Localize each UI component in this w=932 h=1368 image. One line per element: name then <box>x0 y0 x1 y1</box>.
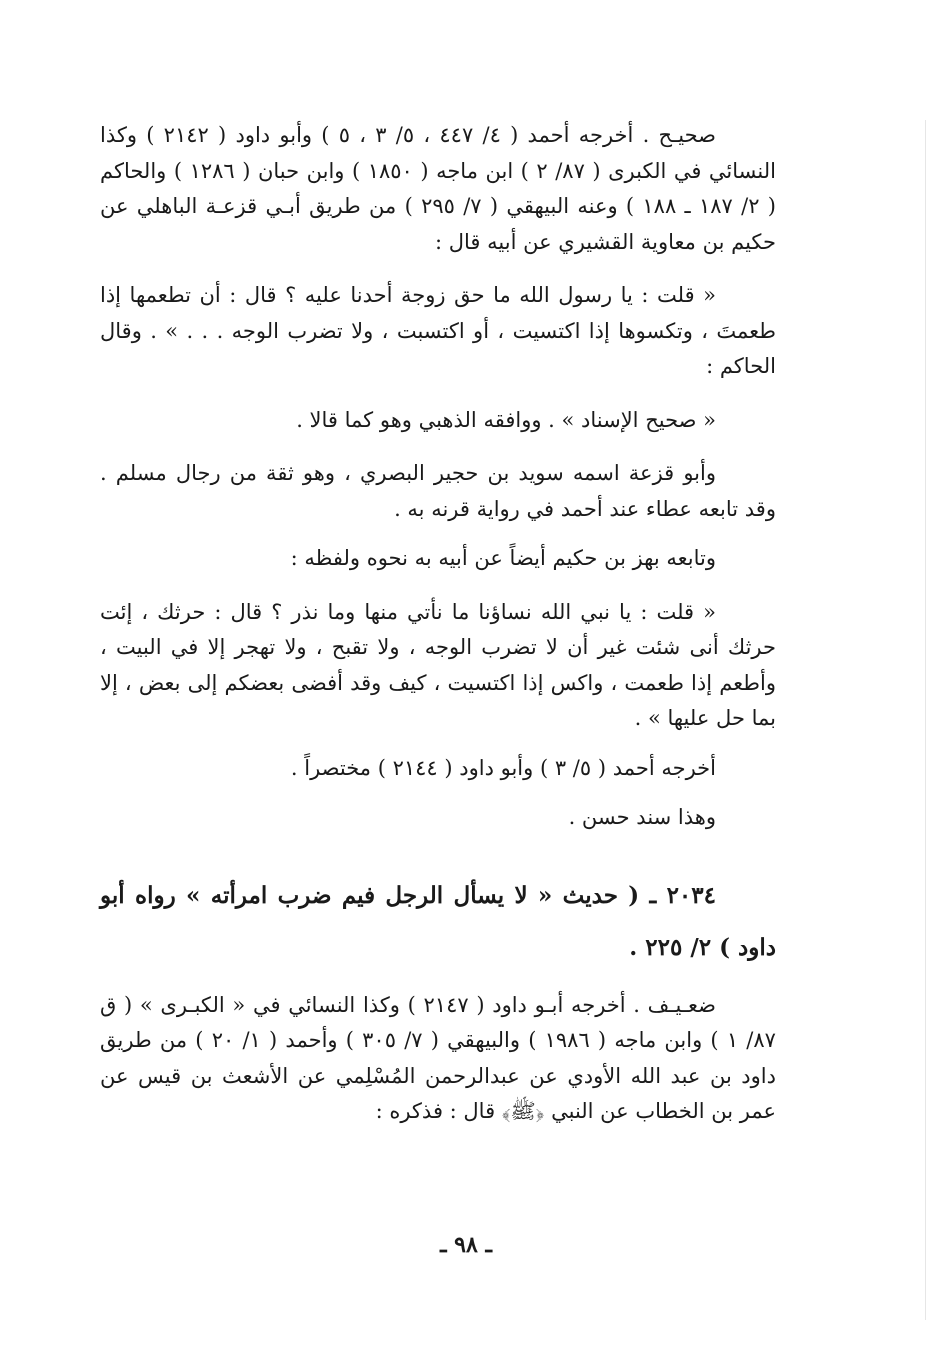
narrator-note: وأبو قزعة اسمه سويد بن حجير البصري ، وهو ثقة من رجال مسلم . وقد تابعه عطاء عند أحمد في رواية قرنه به . <box>100 461 776 521</box>
page-edge-line <box>925 120 926 1320</box>
page-number: ـ ٩٨ ـ <box>440 1232 492 1258</box>
takhrij-paragraph-2: أخرجه أحمد ( ٥/ ٣ ) وأبو داود ( ٢١٤٤ ) مختصراً . <box>290 755 716 780</box>
hadith-quote-2: « قلت : يا نبي الله نساؤنا ما نأتي منها وما نذر ؟ قال : حرثك ، إئت حرثك أنى شئت غير أن لا تضرب الوجه ، ولا تقبح ، ولا تهجر إلا في البيت ، وأطعم إذا طعمت ، واكس إذا اكتسيت ، كيف وقد أفضى بعضكم إلى بعض ، إلا بما حل عليها » . <box>100 599 776 730</box>
follow-up-note: وتابعه بهز بن حكيم أيضاً عن أبيه به نحوه ولفظه : <box>290 546 716 570</box>
takhrij-paragraph-3: ضعـيـف . أخرجه أبـو داود ( ٢١٤٧ ) وكذا النسائي في « الكبـرى » ( ق ٨٧/ ١ ) وابن ماجه ( ١٩٨٦ ) والبيهقي ( ٧/ ٣٠٥ ) وأحمد ( ١/ ٢٠ ) من طريق داود بن عبد الله الأودي عن عبدالرحمن المُسْلِمي عن الأشعث بن قيس عن عمر بن الخطاب عن النبي ﴿ﷺ﴾ قال : فذكره : <box>100 992 776 1123</box>
hadith-quote-1: « قلت : يا رسول الله ما حق زوجة أحدنا عليه ؟ قال : أن تطعمها إذا طعمتَ ، وتكسوها إذا اكتسيت ، أو اكتسبت ، ولا تضرب الوجه . . . » . وقال الحاكم : <box>100 283 776 378</box>
page-body <box>100 118 776 1130</box>
hadith-heading-2034: ٢٠٣٤ ـ ( حديث « لا يسأل الرجل فيم ضرب امرأته » رواه أبو داود ) ٢/ ٢٢٥ . <box>100 881 776 961</box>
isnad-grade: وهذا سند حسن . <box>568 805 716 829</box>
hakim-verdict: « صحيح الإسناد » . ووافقه الذهبي وهو كما قالا . <box>296 407 716 432</box>
takhrij-paragraph-1: صحيـح . أخرجه أحمد ( ٤/ ٤٤٧ ، ٥/ ٣ ، ٥ ) وأبو داود ( ٢١٤٢ ) وكذا النسائي في الكبرى ( ٨٧/ ٢ ) ابن ماجه ( ١٨٥٠ ) وابن حبان ( ١٢٨٦ ) والحاكم ( ٢/ ١٨٧ ـ ١٨٨ ) وعنه البيهقي ( ٧/ ٢٩٥ ) من طريق أبـي قزعـة الباهلي عن حكيم بن معاوية القشيري عن أبيه قال : <box>100 123 776 254</box>
